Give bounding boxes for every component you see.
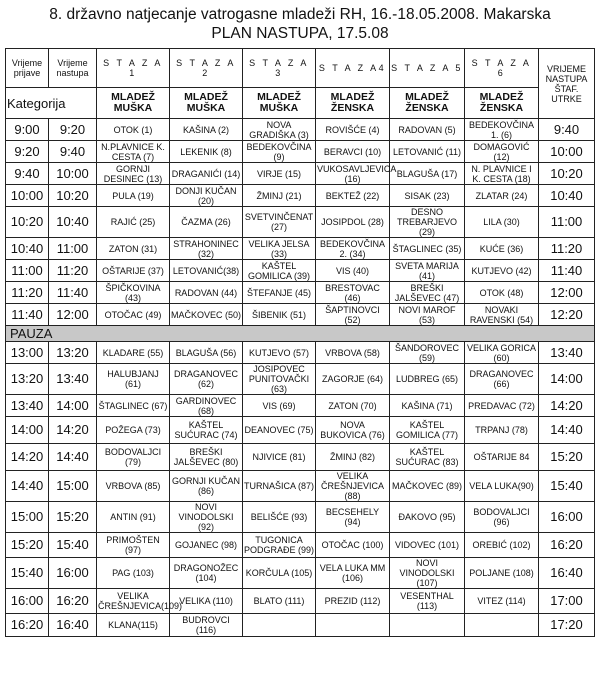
header-row <box>6 49 595 88</box>
team-cell: VIDOVEC (101) <box>390 533 465 558</box>
nastup-time: 11:40 <box>49 282 97 304</box>
team-cell: DRAGANIĆI (14) <box>170 163 243 185</box>
team-cell: KUĆE (36) <box>465 238 539 260</box>
kategorija-cell: MLADEŽ MUŠKA <box>243 88 316 119</box>
team-cell: ROVIŠĆE (4) <box>316 119 390 141</box>
team-cell: BEDEKOVČINA 1. (6) <box>465 119 539 141</box>
prijava-time: 14:00 <box>6 417 49 444</box>
team-cell: SISAK (23) <box>390 185 465 207</box>
team-cell: DEANOVEC (75) <box>243 417 316 444</box>
team-cell: N.PLAVNICE K. CESTA (7) <box>97 141 170 163</box>
team-cell: PRIMOŠTEN (97) <box>97 533 170 558</box>
table-row <box>6 417 595 444</box>
prijava-time: 16:00 <box>6 589 49 614</box>
team-cell: KAŠTEL SUĆURAC (74) <box>170 417 243 444</box>
team-cell: GOJANEC (98) <box>170 533 243 558</box>
prijava-time: 10:00 <box>6 185 49 207</box>
nastup-time: 15:20 <box>49 502 97 533</box>
team-cell: VELIKA GORICA (60) <box>465 342 539 364</box>
table-row <box>6 444 595 471</box>
team-cell: VELA LUKA(90) <box>465 471 539 502</box>
team-cell <box>243 614 316 637</box>
table-row <box>6 502 595 533</box>
team-cell: JOSIPOVEC PUNITOVAČKI (63) <box>243 364 316 395</box>
team-cell: VESENTHAL (113) <box>390 589 465 614</box>
kategorija-cell: MLADEŽ ŽENSKA <box>390 88 465 119</box>
stafeta-time: 11:20 <box>539 238 595 260</box>
prijava-time: 13:40 <box>6 395 49 417</box>
prijava-time: 9:20 <box>6 141 49 163</box>
nastup-time: 16:00 <box>49 558 97 589</box>
prijava-time: 10:40 <box>6 238 49 260</box>
page-title: 8. državno natjecanje vatrogasne mladeži RH, 16.-18.05.2008. Makarska <box>49 6 551 23</box>
team-cell: KUTJEVO (42) <box>465 260 539 282</box>
table-row <box>6 260 595 282</box>
prijava-time: 14:40 <box>6 471 49 502</box>
team-cell: DRAGANOVEC (62) <box>170 364 243 395</box>
team-cell: VITEZ (114) <box>465 589 539 614</box>
team-cell: RAJIĆ (25) <box>97 207 170 238</box>
team-cell: LETOVANIĆ(38) <box>170 260 243 282</box>
team-cell: NOVI MAROF (53) <box>390 304 465 326</box>
team-cell: VELIKA (110) <box>170 589 243 614</box>
team-cell: KAŠTEL GOMILICA (39) <box>243 260 316 282</box>
kategorija-cell: MLADEŽ ŽENSKA <box>465 88 539 119</box>
stafeta-time: 13:40 <box>539 342 595 364</box>
table-row <box>6 163 595 185</box>
team-cell: VUKOSAVLJEVICA (16) <box>317 163 397 184</box>
team-cell: MAČKOVEC (50) <box>170 304 243 326</box>
stafeta-time: 15:40 <box>539 471 595 502</box>
kategorija-row <box>6 88 595 119</box>
col-staza-6: S T A Z A 6 <box>465 49 539 88</box>
team-cell: VELIKA ČREŠNJEVICA(109) <box>97 589 170 614</box>
team-cell: BODOVALJCI (96) <box>465 502 539 533</box>
team-cell: VIRJE (15) <box>243 163 316 185</box>
nastup-time: 11:00 <box>49 238 97 260</box>
team-cell: TRPANJ (78) <box>465 417 539 444</box>
table-row <box>6 533 595 558</box>
team-cell: ŠTAGLINEC (67) <box>97 395 170 417</box>
team-cell: OTOČAC (100) <box>316 533 390 558</box>
nastup-time: 14:20 <box>49 417 97 444</box>
prijava-time: 11:00 <box>6 260 49 282</box>
kategorija-label: Kategorija <box>6 88 97 119</box>
prijava-time: 15:40 <box>6 558 49 589</box>
team-cell: LEKENIK (8) <box>170 141 243 163</box>
team-cell <box>465 614 539 637</box>
schedule-table <box>5 48 595 637</box>
team-cell: BLATO (111) <box>243 589 316 614</box>
team-cell: KAŠTEL GOMILICA (77) <box>390 417 465 444</box>
page-subtitle: PLAN NASTUPA, 17.5.08 <box>211 25 389 42</box>
team-cell: NOVAKI RAVENSKI (54) <box>465 304 539 326</box>
nastup-time: 11:20 <box>49 260 97 282</box>
table-row <box>6 238 595 260</box>
nastup-time: 12:00 <box>49 304 97 326</box>
stafeta-time: 17:00 <box>539 589 595 614</box>
table-row <box>6 364 595 395</box>
stafeta-time: 10:20 <box>539 163 595 185</box>
team-cell: PREDAVAC (72) <box>465 395 539 417</box>
team-cell: KAŠINA (2) <box>170 119 243 141</box>
team-cell: BLAGUŠA (56) <box>170 342 243 364</box>
nastup-time: 15:00 <box>49 471 97 502</box>
team-cell: ZLATAR (24) <box>465 185 539 207</box>
nastup-time: 13:20 <box>49 342 97 364</box>
team-cell: KORČULA (105) <box>243 558 316 589</box>
team-cell: ŠTAGLINEC (35) <box>390 238 465 260</box>
team-cell: LILA (30) <box>465 207 539 238</box>
team-cell: TUGONICA PODGRAĐE (99) <box>243 533 316 558</box>
team-cell: VRBOVA (85) <box>97 471 170 502</box>
team-cell: JOSIPDOL (28) <box>316 207 390 238</box>
col-staza-1: S T A Z A 1 <box>97 49 170 88</box>
team-cell: ŠPIČKOVINA (43) <box>97 282 170 304</box>
team-cell: SVETVINČENAT (27) <box>243 207 316 238</box>
team-cell: BREŠKI JALŠEVEC (47) <box>390 282 465 304</box>
nastup-time: 10:40 <box>49 207 97 238</box>
team-cell: POLJANE (108) <box>465 558 539 589</box>
team-cell: GORNJI KUČAN (86) <box>170 471 243 502</box>
kategorija-cell: MLADEŽ MUŠKA <box>97 88 170 119</box>
table-row <box>6 342 595 364</box>
prijava-time: 13:00 <box>6 342 49 364</box>
team-cell: BRESTOVAC (46) <box>316 282 390 304</box>
pauza-label: PAUZA <box>6 326 595 342</box>
team-cell: OTOČAC (49) <box>97 304 170 326</box>
team-cell: NOVI VINODOLSKI (107) <box>390 558 465 589</box>
stafeta-time: 14:40 <box>539 417 595 444</box>
team-cell: NOVI VINODOLSKI (92) <box>170 502 243 533</box>
prijava-time: 10:20 <box>6 207 49 238</box>
team-cell: OŠTARIJE 84 <box>465 444 539 471</box>
team-cell: BUDROVCI (116) <box>170 614 243 637</box>
team-cell <box>390 614 465 637</box>
nastup-time: 15:40 <box>49 533 97 558</box>
stafeta-time: 9:40 <box>539 119 595 141</box>
table-row <box>6 185 595 207</box>
team-cell: STRAHONINEC (32) <box>170 238 243 260</box>
prijava-time: 13:20 <box>6 364 49 395</box>
team-cell: DESNO TREBARJEVO (29) <box>390 207 465 238</box>
stafeta-time: 12:20 <box>539 304 595 326</box>
team-cell: VIS (69) <box>243 395 316 417</box>
team-cell: PREZID (112) <box>316 589 390 614</box>
team-cell: DRAGONOŽEC (104) <box>170 558 243 589</box>
team-cell: KAŠINA (71) <box>390 395 465 417</box>
team-cell: VELA LUKA MM (106) <box>316 558 390 589</box>
team-cell: MAČKOVEC (89) <box>390 471 465 502</box>
stafeta-time: 12:00 <box>539 282 595 304</box>
team-cell <box>316 614 390 637</box>
team-cell: NOVA GRADIŠKA (3) <box>243 119 316 141</box>
table-row <box>6 589 595 614</box>
stafeta-time: 10:00 <box>539 141 595 163</box>
team-cell: ŠIBENIK (51) <box>243 304 316 326</box>
team-cell: PULA (19) <box>97 185 170 207</box>
team-cell: HALUBJANJ (61) <box>97 364 170 395</box>
prijava-time: 15:00 <box>6 502 49 533</box>
prijava-time: 9:40 <box>6 163 49 185</box>
team-cell: BODOVALJCI (79) <box>97 444 170 471</box>
nastup-time: 14:40 <box>49 444 97 471</box>
kategorija-cell: MLADEŽ MUŠKA <box>170 88 243 119</box>
team-cell: OTOK (1) <box>97 119 170 141</box>
nastup-time: 13:40 <box>49 364 97 395</box>
team-cell: KLADARE (55) <box>97 342 170 364</box>
pauza-row <box>6 326 595 342</box>
nastup-time: 10:20 <box>49 185 97 207</box>
prijava-time: 14:20 <box>6 444 49 471</box>
prijava-time: 16:20 <box>6 614 49 637</box>
team-cell: BECSEHELY (94) <box>316 502 390 533</box>
team-cell: ŽMINJ (82) <box>316 444 390 471</box>
team-cell: RADOVAN (44) <box>170 282 243 304</box>
team-cell: RADOVAN (5) <box>390 119 465 141</box>
stafeta-time: 10:40 <box>539 185 595 207</box>
team-cell: ZAGORJE (64) <box>316 364 390 395</box>
team-cell: ŠAPTINOVCI (52) <box>316 304 390 326</box>
team-cell: ŠANDOROVEC (59) <box>390 342 465 364</box>
col-nastupa: Vrijeme nastupa <box>49 49 97 88</box>
table-row <box>6 141 595 163</box>
team-cell: OTOK (48) <box>465 282 539 304</box>
col-prijave: Vrijeme prijave <box>6 49 49 88</box>
col-staza-3: S T A Z A 3 <box>243 49 316 88</box>
table-row <box>6 119 595 141</box>
team-cell: KLANA(115) <box>97 614 170 637</box>
team-cell: BEDEKOVČINA 2. (34) <box>316 238 390 260</box>
team-cell: VELIKA JELSA (33) <box>243 238 316 260</box>
team-cell: BEKTEŽ (22) <box>316 185 390 207</box>
team-cell: LETOVANIĆ (11) <box>390 141 465 163</box>
team-cell: ŠTEFANJE (45) <box>243 282 316 304</box>
team-cell: OREBIĆ (102) <box>465 533 539 558</box>
nastup-time: 9:20 <box>49 119 97 141</box>
nastup-time: 14:00 <box>49 395 97 417</box>
team-cell: TURNAŠICA (87) <box>243 471 316 502</box>
team-cell: GORNJI DESINEC (13) <box>97 163 170 185</box>
col-stafeta: VRIJEME NASTUPA ŠTAF. UTRKE <box>539 49 595 119</box>
team-cell: PAG (103) <box>97 558 170 589</box>
stafeta-time: 14:00 <box>539 364 595 395</box>
stafeta-time: 14:20 <box>539 395 595 417</box>
stafeta-time: 17:20 <box>539 614 595 637</box>
team-cell: KUTJEVO (57) <box>243 342 316 364</box>
team-cell: VELIKA ČREŠNJEVICA (88) <box>316 471 390 502</box>
prijava-time: 9:00 <box>6 119 49 141</box>
nastup-time: 16:40 <box>49 614 97 637</box>
team-cell: BREŠKI JALŠEVEC (80) <box>170 444 243 471</box>
table-row <box>6 282 595 304</box>
col-staza-4: S T A Z A4 <box>316 49 390 88</box>
team-cell: ZATON (31) <box>97 238 170 260</box>
team-cell: NOVA BUKOVICA (76) <box>316 417 390 444</box>
team-cell: NJIVICE (81) <box>243 444 316 471</box>
stafeta-time: 11:40 <box>539 260 595 282</box>
table-row <box>6 207 595 238</box>
team-cell: BEDEKOVČINA (9) <box>243 141 316 163</box>
stafeta-time: 15:20 <box>539 444 595 471</box>
team-cell: ZATON (70) <box>316 395 390 417</box>
table-row <box>6 304 595 326</box>
team-cell: VIS (40) <box>316 260 390 282</box>
team-cell: DONJI KUČAN (20) <box>170 185 243 207</box>
team-cell: ĐAKOVO (95) <box>390 502 465 533</box>
team-cell: ŽMINJ (21) <box>243 185 316 207</box>
team-cell: DOMAGOVIĆ (12) <box>465 141 539 163</box>
team-cell: POŽEGA (73) <box>97 417 170 444</box>
prijava-time: 15:20 <box>6 533 49 558</box>
table-row <box>6 395 595 417</box>
team-cell: N. PLAVNICE I K. CESTA (18) <box>465 163 539 185</box>
col-staza-2: S T A Z A 2 <box>170 49 243 88</box>
team-cell: BERAVCI (10) <box>316 141 390 163</box>
nastup-time: 10:00 <box>49 163 97 185</box>
stafeta-time: 16:40 <box>539 558 595 589</box>
team-cell: VRBOVA (58) <box>316 342 390 364</box>
table-row <box>6 471 595 502</box>
col-staza-5: S T A Z A 5 <box>390 49 465 88</box>
prijava-time: 11:20 <box>6 282 49 304</box>
team-cell: LUDBREG (65) <box>390 364 465 395</box>
team-cell: KAŠTEL SUĆURAC (83) <box>390 444 465 471</box>
team-cell: DRAGANOVEC (66) <box>465 364 539 395</box>
team-cell: GARDINOVEC (68) <box>170 395 243 417</box>
team-cell: OŠTARIJE (37) <box>97 260 170 282</box>
nastup-time: 9:40 <box>49 141 97 163</box>
team-cell: ČAZMA (26) <box>170 207 243 238</box>
team-cell: ANTIN (91) <box>97 502 170 533</box>
team-cell: BELIŠĆE (93) <box>243 502 316 533</box>
kategorija-cell: MLADEŽ ŽENSKA <box>316 88 390 119</box>
prijava-time: 11:40 <box>6 304 49 326</box>
table-row <box>6 614 595 637</box>
stafeta-time: 16:00 <box>539 502 595 533</box>
stafeta-time: 16:20 <box>539 533 595 558</box>
nastup-time: 16:20 <box>49 589 97 614</box>
stafeta-time: 11:00 <box>539 207 595 238</box>
table-row <box>6 558 595 589</box>
team-cell: BLAGUŠA (17) <box>390 163 465 185</box>
team-cell: SVETA MARIJA (41) <box>390 260 465 282</box>
